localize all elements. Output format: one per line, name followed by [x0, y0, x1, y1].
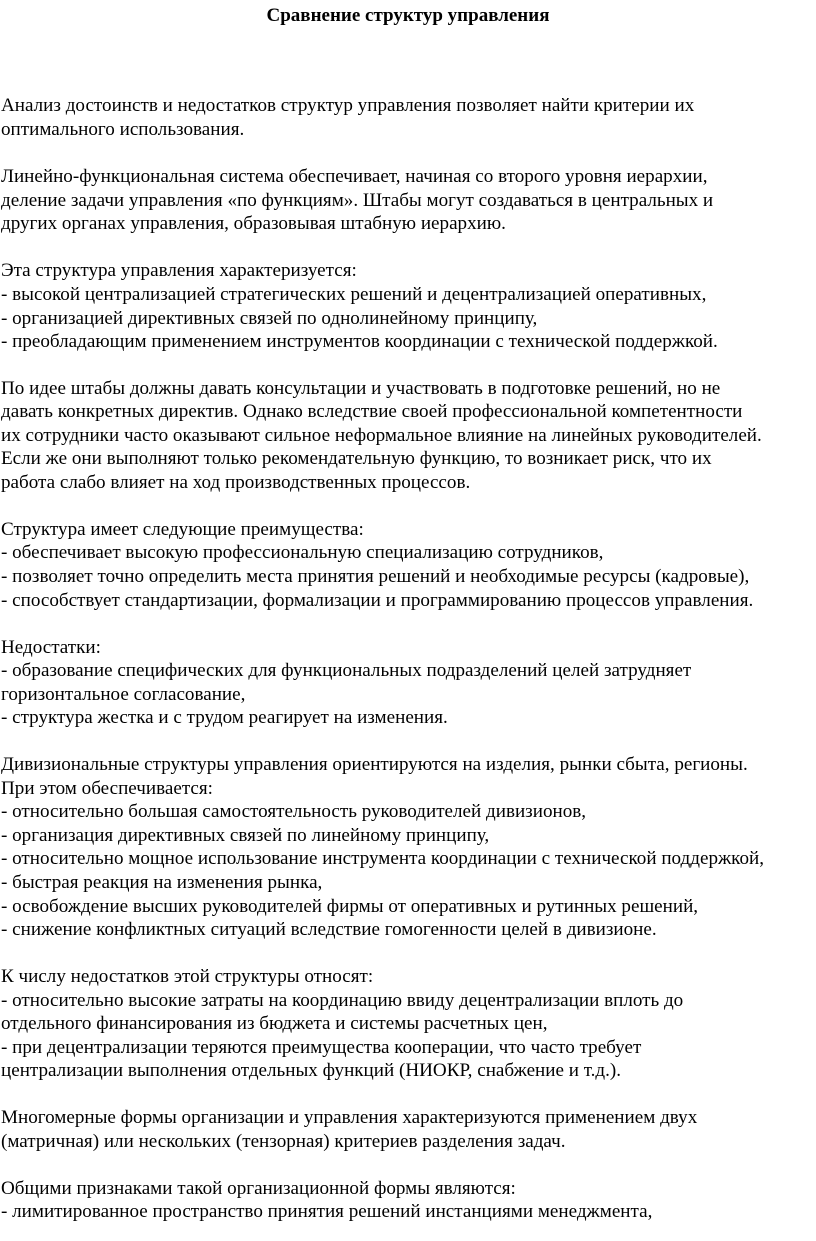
text-line: Дивизиональные структуры управления ориентируются на изделия, рынки сбыта, регионы.: [1, 754, 748, 775]
text-line: - образование специфических для функциональных подразделений целей затрудняет: [1, 660, 692, 681]
text-line: других органах управления, образовывая штабную иерархию.: [1, 213, 506, 234]
text-line: - относительно высокие затраты на координацию ввиду децентрализации вплоть до: [1, 990, 684, 1011]
text-line: - лимитированное пространство принятия решений инстанциями менеджмента,: [1, 1201, 653, 1222]
text-line: Недостатки:: [1, 637, 101, 658]
text-line: - при децентрализации теряются преимущества кооперации, что часто требует: [1, 1037, 642, 1058]
text-line: - высокой централизацией стратегических решений и децентрализацией оперативных,: [1, 284, 707, 305]
text-line: централизации выполнения отдельных функций (НИОКР, снабжение и т.д.).: [1, 1060, 622, 1081]
text-line: - обеспечивает высокую профессиональную специализацию сотрудников,: [1, 542, 604, 563]
text-line: - организацией директивных связей по однолинейному принципу,: [1, 308, 538, 329]
text-line: - освобождение высших руководителей фирмы от оперативных и рутинных решений,: [1, 896, 699, 917]
text-line: По идее штабы должны давать консультации и участвовать в подготовке решений, но не: [1, 378, 721, 399]
text-line: Анализ достоинств и недостатков структур управления позволяет найти критерии их: [1, 95, 695, 116]
text-line: их сотрудники часто оказывают сильное неформальное влияние на линейных руководителей.: [1, 425, 762, 446]
document-title: Сравнение структур управления: [266, 5, 550, 26]
text-line: - быстрая реакция на изменения рынка,: [1, 872, 323, 893]
text-line: давать конкретных директив. Однако вследствие своей профессиональной компетентности: [1, 401, 743, 422]
text-line: Эта структура управления характеризуется:: [1, 260, 357, 281]
text-line: К числу недостатков этой структуры относят:: [1, 966, 374, 987]
text-line: отдельного финансирования из бюджета и системы расчетных цен,: [1, 1013, 548, 1034]
text-line: Общими признаками такой организационной формы являются:: [1, 1178, 516, 1199]
text-line: - организация директивных связей по линейному принципу,: [1, 825, 490, 846]
text-line: - преобладающим применением инструментов координации с технической поддержкой.: [1, 331, 718, 352]
text-line: - позволяет точно определить места принятия решений и необходимые ресурсы (кадровые),: [1, 566, 750, 587]
text-line: - снижение конфликтных ситуаций вследствие гомогенности целей в дивизионе.: [1, 919, 657, 940]
text-line: - структура жестка и с трудом реагирует на изменения.: [1, 707, 448, 728]
text-line: (матричная) или нескольких (тензорная) критериев разделения задач.: [1, 1131, 566, 1152]
text-line: оптимального использования.: [1, 119, 245, 140]
text-line: деление задачи управления «по функциям». Штабы могут создаваться в центральных и: [1, 190, 714, 211]
text-line: При этом обеспечивается:: [1, 778, 213, 799]
text-line: - относительно мощное использование инструмента координации с технической поддержкой,: [1, 848, 765, 869]
text-line: Многомерные формы организации и управления характеризуются применением двух: [1, 1107, 698, 1128]
text-line: работа слабо влияет на ход производственных процессов.: [1, 472, 471, 493]
text-line: горизонтальное согласование,: [1, 684, 246, 705]
text-line: Структура имеет следующие преимущества:: [1, 519, 364, 540]
text-line: Если же они выполняют только рекомендательную функцию, то возникает риск, что их: [1, 448, 712, 469]
text-line: - относительно большая самостоятельность руководителей дивизионов,: [1, 801, 587, 822]
text-line: - способствует стандартизации, формализации и программированию процессов управления.: [1, 590, 754, 611]
text-line: Линейно-функциональная система обеспечивает, начиная со второго уровня иерархии,: [1, 166, 708, 187]
